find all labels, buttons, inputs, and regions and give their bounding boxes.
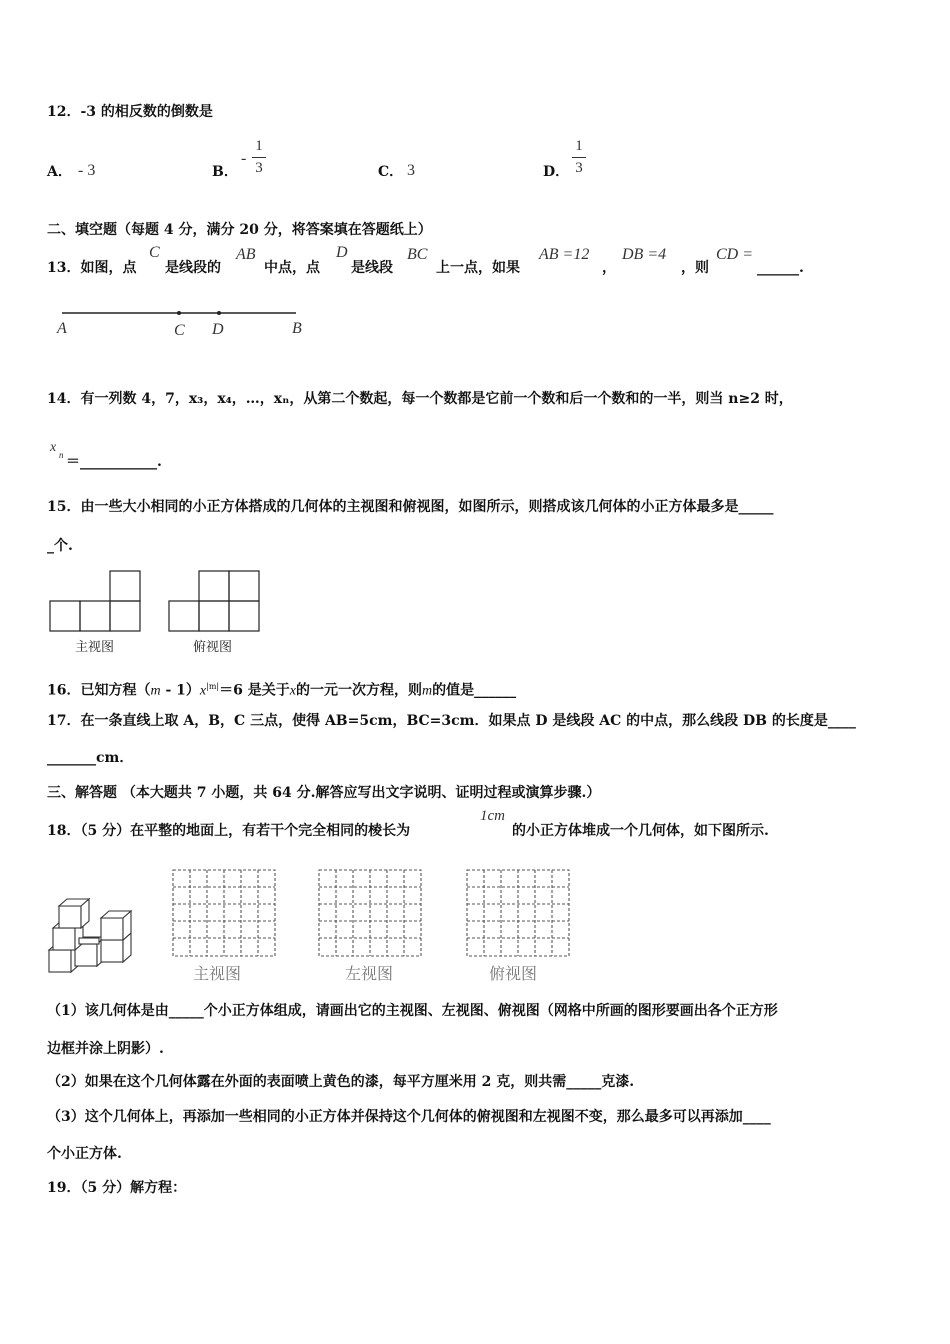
q16-x-1: x xyxy=(199,683,207,699)
q18-cube-stack-figure xyxy=(45,890,135,980)
q12-option-c-value: 3 xyxy=(407,162,415,179)
q15-caption-top-view: 俯视图 xyxy=(193,640,233,655)
q18-sub2: （2）如果在这个几何体露在外面的表面喷上黄色的漆，每平方厘米用 2 克，则共需_____克漆. xyxy=(47,1074,635,1090)
q15-front-view-figure xyxy=(49,570,141,632)
q18-post: 的小正方体堆成一个几何体，如下图所示. xyxy=(512,823,769,839)
q13-text-1: 13．如图，点 xyxy=(47,260,137,276)
q12-option-b-letter: B． xyxy=(212,164,238,180)
q12-option-d-denominator: 3 xyxy=(575,160,583,176)
q18-sub1-line-1: （1）该几何体是由_____个小正方体组成，请画出它的主视图、左视图、俯视图（网格中所画的图形要画出各个正方形 xyxy=(47,1003,778,1019)
q16-x-2: x xyxy=(289,683,296,699)
q16-post-1: ＝6 是关于 xyxy=(219,682,290,699)
q15-top-view-figure xyxy=(168,570,260,632)
q13-text-5: 上一点，如果 xyxy=(436,260,520,276)
q12-option-b-fraction xyxy=(252,138,266,177)
q13-text-4: 是线段 xyxy=(351,260,393,276)
q12-option-b-denominator: 3 xyxy=(255,160,263,176)
q12-option-a-letter: A． xyxy=(47,164,72,180)
q12-option-d-fraction xyxy=(572,138,586,177)
q13-label-a: A xyxy=(57,320,67,337)
q15-line-2: _个. xyxy=(47,538,73,554)
q18-caption-front-view: 主视图 xyxy=(193,964,242,983)
q13-label-c: C xyxy=(174,322,185,339)
section-3-heading: 三、解答题 （本大题共 7 小题，共 64 分.解答应写出文字说明、证明过程或演算步骤.） xyxy=(47,785,601,801)
q17-line-1: 17．在一条直线上取 A，B，C 三点，使得 AB=5cm，BC=3cm．如果点 D 是线段 AC 的中点，那么线段 DB 的长度是____ xyxy=(47,713,856,729)
point-c-dot xyxy=(177,311,181,315)
q12-stem: 12．-3 的相反数的倒数是 xyxy=(47,104,213,120)
q13-math-point-c: C xyxy=(149,244,160,261)
q16-post-2: 的一元一次方程，则 xyxy=(295,682,422,699)
q18-grid-left xyxy=(318,869,422,957)
q16-exponent: |m| xyxy=(206,682,220,691)
q16-post-3: 的值是______ xyxy=(432,682,517,699)
q14-line-1: 14．有一列数 4，7，x₃，x₄，…，xₙ，从第二个数起，每一个数都是它前一个数和后一个数和的一半，则当 n≥2 时， xyxy=(47,391,793,407)
q13-answer-blank: ______. xyxy=(757,260,804,276)
q13-math-db-4: DB =4 xyxy=(622,246,667,263)
q13-label-d: D xyxy=(212,321,224,338)
q13-text-3: 中点，点 xyxy=(264,260,320,276)
q18-sub3-line-1: （3）这个几何体上，再添加一些相同的小正方体并保持这个几何体的俯视图和左视图不变，那么最多可以再添加____ xyxy=(47,1109,771,1125)
q13-math-ab: AB xyxy=(236,246,256,263)
q13-label-b: B xyxy=(292,320,302,337)
q16-m-2: m xyxy=(421,683,433,699)
q16-pre: 16．已知方程（ xyxy=(47,682,151,699)
q14-x-base: x xyxy=(50,440,57,455)
q12-option-d-numerator: 1 xyxy=(575,138,583,154)
q18-caption-top-view: 俯视图 xyxy=(489,964,538,983)
q14-x-subscript: n xyxy=(59,450,64,460)
q16-mid: - 1） xyxy=(160,682,200,699)
q18-pre: 18．（5 分）在平整的地面上，有若干个完全相同的棱长为 xyxy=(47,823,411,839)
q12-option-b-sign: - xyxy=(241,150,247,167)
q19-stem: 19．（5 分）解方程： xyxy=(47,1180,187,1196)
q18-sub1-line-2: 边框并涂上阴影）. xyxy=(47,1041,164,1057)
q15-line-1: 15．由一些大小相同的小正方体搭成的几何体的主视图和俯视图，如图所示，则搭成该几何体的小正方体最多是_____ xyxy=(47,499,774,515)
q12-option-c-letter: C． xyxy=(378,164,404,180)
q18-sub3-line-2: 个小正方体. xyxy=(47,1146,122,1162)
q13-text-2: 是线段的 xyxy=(165,260,221,276)
q13-math-point-d: D xyxy=(336,244,348,261)
q13-text-6: ， xyxy=(602,260,616,276)
q17-line-2: _______cm． xyxy=(47,750,134,766)
section-2-heading: 二、填空题（每题 4 分，满分 20 分，将答案填在答题纸上） xyxy=(47,222,432,238)
q18-grid-front xyxy=(172,869,276,957)
q18-unit-1cm: 1cm xyxy=(480,808,505,824)
q13-text-7: ，则 xyxy=(681,260,709,276)
q18-grid-top xyxy=(466,869,570,957)
q12-option-d-letter: D． xyxy=(543,164,570,180)
q16-line xyxy=(47,678,516,701)
point-d-dot xyxy=(217,311,221,315)
q15-caption-front-view: 主视图 xyxy=(75,640,115,655)
q13-segment-figure xyxy=(55,305,315,345)
q13-math-bc: BC xyxy=(407,246,428,263)
q12-option-a-value: - 3 xyxy=(78,162,96,179)
q14-line-2: ＝___________. xyxy=(66,454,162,470)
q12-option-b-numerator: 1 xyxy=(255,138,263,154)
q13-math-ab-12: AB =12 xyxy=(539,246,590,263)
q16-m-1: m xyxy=(150,683,161,699)
q18-caption-left-view: 左视图 xyxy=(345,964,394,983)
q13-math-cd: CD = xyxy=(716,246,754,263)
